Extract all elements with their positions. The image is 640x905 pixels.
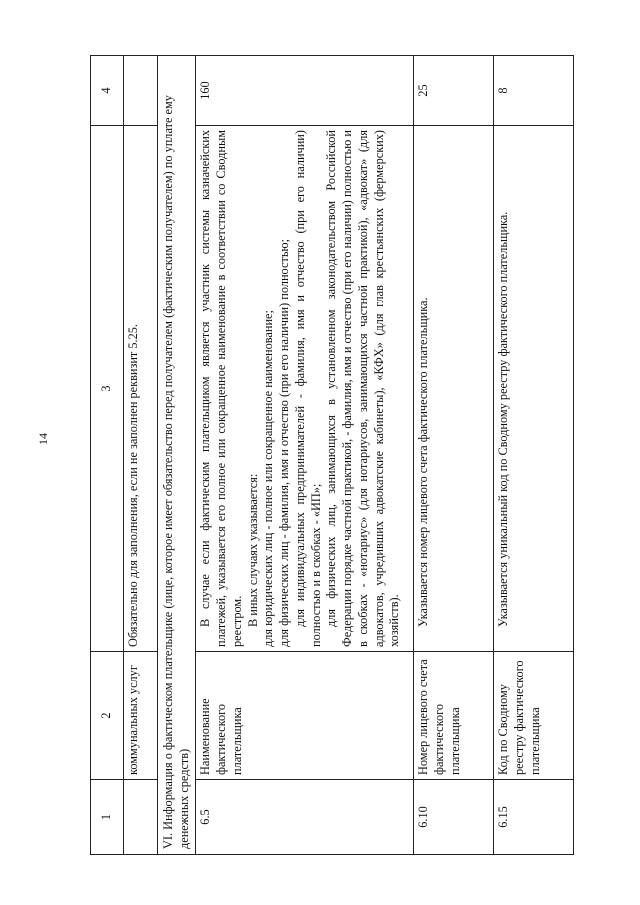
- table-row: [196, 56, 414, 855]
- row-description: [196, 126, 414, 652]
- row-length: 25: [414, 56, 494, 126]
- cont-col-1: [124, 780, 158, 855]
- description-paragraph: В иных случаях указывается:: [245, 473, 260, 627]
- page-number: 14: [36, 433, 50, 445]
- row-name: Номер лицевого счета фактического плательщика: [414, 652, 494, 780]
- description-paragraph: для физических лиц - фамилия, имя и отчество (при его наличии) полностью;: [277, 238, 292, 647]
- table-row: [414, 56, 494, 855]
- cont-col-3: Обязательно для заполнения, если не заполнен реквизит 5.25.: [124, 126, 158, 652]
- table-row: [494, 56, 574, 855]
- description-paragraph: Указывается уникальный код по Сводному реестру фактического плательщика.: [496, 211, 511, 627]
- header-row: [91, 56, 124, 855]
- description-paragraph: В случае если фактическим плательщиком является участник системы казначейских платежей, указывается его полное или сокращенное наименование в соответствии со Сводным реестром.: [198, 130, 244, 647]
- cont-col-4: [124, 56, 158, 126]
- row-length: 8: [494, 56, 574, 126]
- row-description: [414, 126, 494, 652]
- description-paragraph: Указывается номер лицевого счета фактического плательщика.: [416, 297, 431, 627]
- requisites-table: [90, 55, 574, 855]
- section-title: VI. Информация о фактическом плательщике (лице, которое имеет обязательство перед получателем (фактическим получателем) по уплате ему денежных средств): [158, 56, 196, 855]
- row-number: 6.10: [414, 780, 494, 855]
- continuation-row: [124, 56, 158, 855]
- description-paragraph: для физических лиц, занимающихся в установленном законодательством Российской Федерации порядке частной практикой, - фамилия, имя и отчество (при его наличии) полностью и в скобках - «нотариус» (для нотариусов, занимающихся частной практикой), «адвокат» (для адвокатов, учредивших адвокатские кабинеты), «КФХ» (для глав крестьянских (фермерских) хозяйств).: [324, 130, 402, 647]
- row-description: [494, 126, 574, 652]
- header-col-4: 4: [91, 56, 124, 126]
- header-col-3: 3: [91, 126, 124, 652]
- header-col-1: 1: [91, 780, 124, 855]
- row-number: 6.15: [494, 780, 574, 855]
- row-length: 160: [196, 56, 414, 126]
- section-row: [158, 56, 196, 855]
- header-col-2: 2: [91, 652, 124, 780]
- cont-col-2: коммунальных услуг: [124, 652, 158, 780]
- row-name: Наименование фактического плательщика: [196, 652, 414, 780]
- row-number: 6.5: [196, 780, 414, 855]
- description-paragraph: для индивидуальных предпринимателей - фамилия, имя и отчество (при его наличии) полностью и в скобках - «ИП»;: [292, 130, 323, 647]
- rotated-table-wrapper: [90, 55, 600, 855]
- row-name: Код по Сводному реестру фактического плательщика: [494, 652, 574, 780]
- description-paragraph: для юридических лиц - полное или сокращенное наименование;: [261, 310, 276, 647]
